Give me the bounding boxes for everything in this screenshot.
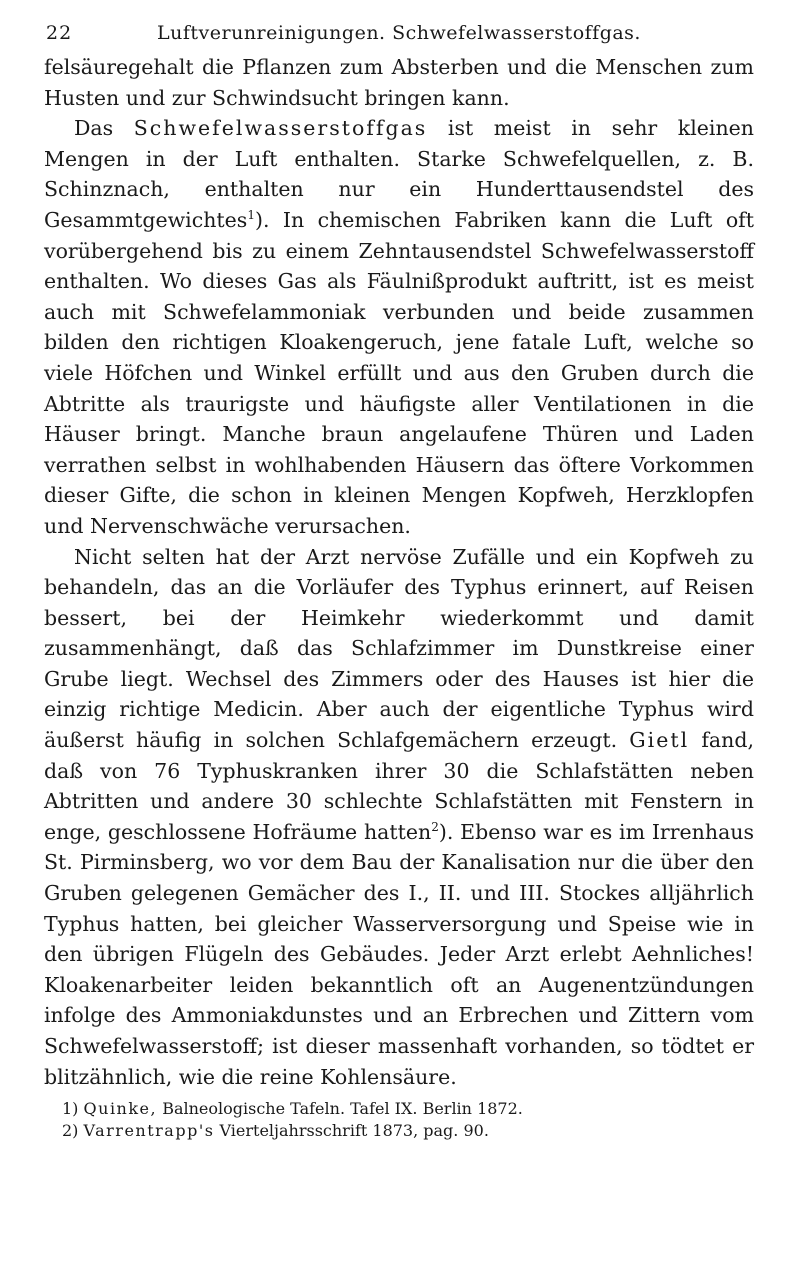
footnote-ref-2[interactable]: 2: [431, 820, 439, 835]
footnote-2-text: Vierteljahrsschrift 1873, pag. 90.: [219, 1121, 489, 1141]
footnote-ref-1[interactable]: 1: [247, 208, 255, 223]
running-head: [44, 12, 754, 52]
paragraph-2-text-b: . In chemischen Fabriken kann die Luft oft vorübergehend bis zu einem Zehntausendstel Schwefelwasserstoff enthalten. Wo dieses Gas als Fäulnißprodukt auftritt, ist es meist auch mit Schwefelammoniak verbunden und beide zusammen bilden den richtigen Kloakengeruch, jene fatale Luft, welche so viele Höfchen und Winkel erfüllt und aus den Gruben durch die Abtritte als traurigste und häufigste aller Ventilationen in die Häuser bringt. Manche braun angelaufene Thüren und Laden verrathen selbst in wohlhabenden Häusern das öftere Vorkommen dieser Gifte, die schon in kleinen Mengen Kopfweh, Herzklopfen und Nervenschwäche verursachen.: [44, 207, 754, 538]
paragraph-2-text-a: ist meist in sehr kleinen Mengen in der Luft enthalten. Starke Schwefelquellen, z. B. Schinznach, enthalten nur ein Hunderttausendstel des Gesammtgewichtes: [44, 116, 754, 232]
running-title: Luftverunreinigungen. Schwefelwasserstoffgas.: [157, 22, 641, 44]
body-text: [44, 52, 754, 1092]
paragraph-2-lead: Das: [74, 116, 114, 141]
name-gietl: Gietl: [629, 728, 690, 753]
paragraph-2: Das Schwefelwasserstoffgas ist meist in sehr kleinen Mengen in der Luft enthalten. Starke Schwefelquellen, z. B. Schinznach, enthalten nur ein Hunderttausendstel des Gesammtgewichtes$^1$). In chemischen Fabriken kann die Luft oft vorübergehend bis zu einem Zehntausendstel Schwefelwasserstoff enthalten. Wo dieses Gas als Fäulnißprodukt auftritt, ist es meist auch mit Schwefelammoniak verbunden und beide zusammen bilden den richtigen Kloakengeruch, jene fatale Luft, welche so viele Höfchen und Winkel erfüllt und aus den Gruben durch die Abtritte als traurigste und häufigste aller Ventilationen in die Häuser bringt. Manche braun angelaufene Thüren und Laden verrathen selbst in wohlhabenden Häusern das öftere Vorkommen dieser Gifte, die schon in kleinen Mengen Kopfweh, Herzklopfen und Nervenschwäche verursachen.: [44, 116, 754, 538]
page-number: 22: [46, 22, 73, 44]
footnote-2-mark: 2): [62, 1121, 79, 1141]
paragraph-3-text-c: . Ebenso war es im Irrenhaus St. Pirminsberg, wo vor dem Bau der Kanalisation nur die über den Gruben gelegenen Gemächer des I., II. und III. Stockes alljährlich Typhus hatten, bei gleicher Wasserversorgung und Speise wie in den übrigen Flügeln des Gebäudes. Jeder Arzt erlebt Aehnliches! Kloakenarbeiter leiden bekanntlich oft an Augenentzündungen infolge des Ammoniakdunstes und an Erbrechen und Zittern vom Schwefelwasserstoff; ist dieser massenhaft vorhanden, so tödtet er blitzähnlich, wie die reine Kohlensäure.: [44, 819, 755, 1089]
footnote-1: [44, 1098, 754, 1120]
paragraph-3: Nicht selten hat der Arzt nervöse Zufälle und ein Kopfweh zu behandeln, das an die Vorläufer des Typhus erinnert, auf Reisen bessert, bei der Heimkehr wiederkommt und damit zusammenhängt, daß das Schlafzimmer im Dunstkreise einer Grube liegt. Wechsel des Zimmers oder des Hauses ist hier die einzig richtige Medicin. Aber auch der eigentliche Typhus wird äußerst häufig in solchen Schlafgemächern erzeugt. Gietl fand, daß von 76 Typhuskranken ihrer 30 die Schlafstätten neben Abtritten und andere 30 schlechte Schlafstätten mit Fenstern in enge, geschlossene Hofräume hatten$^2$). Ebenso war es im Irrenhaus St. Pirminsberg, wo vor dem Bau der Kanalisation nur die über den Gruben gelegenen Gemächer des I., II. und III. Stockes alljährlich Typhus hatten, bei gleicher Wasserversorgung und Speise wie in den übrigen Flügeln des Gebäudes. Jeder Arzt erlebt Aehnliches! Kloakenarbeiter leiden bekanntlich oft an Augenentzündungen infolge des Ammoniakdunstes und an Erbrechen und Zittern vom Schwefelwasserstoff; ist dieser massenhaft vorhanden, so tödtet er blitzähnlich, wie die reine Kohlensäure.: [44, 544, 755, 1089]
footnote-2-author: Varrentrapp's: [83, 1121, 215, 1141]
footnote-1-text: Balneologische Tafeln. Tafel IX. Berlin 1872.: [162, 1099, 523, 1119]
paragraph-1: [44, 52, 754, 113]
paragraph-3-text-a: Nicht selten hat der Arzt nervöse Zufälle und ein Kopfweh zu behandeln, das an die Vorläufer des Typhus erinnert, auf Reisen bessert, bei der Heimkehr wiederkommt und damit zusammenhängt, daß das Schlafzimmer im Dunstkreise einer Grube liegt. Wechsel des Zimmers oder des Hauses ist hier die einzig richtige Medicin. Aber auch der eigentliche Typhus wird äußerst häufig in solchen Schlafgemächern erzeugt.: [44, 544, 754, 753]
term-schwefelwasserstoffgas: Schwefelwasserstoffgas: [133, 116, 428, 141]
footnote-2: [44, 1120, 754, 1142]
footnote-1-author: Quinke,: [83, 1099, 158, 1119]
paragraph-1-text: felsäuregehalt die Pflanzen zum Absterben und die Menschen zum Husten und zur Schwindsucht bringen kann.: [44, 55, 754, 110]
footnotes: [44, 1098, 754, 1142]
paragraph-3-text-b: fand, daß von 76 Typhuskranken ihrer 30 die Schlafstätten neben Abtritten und andere 30 schlechte Schlafstätten mit Fenstern in enge, geschlossene Hofräume hatten: [44, 728, 754, 844]
footnote-1-mark: 1): [62, 1099, 79, 1119]
